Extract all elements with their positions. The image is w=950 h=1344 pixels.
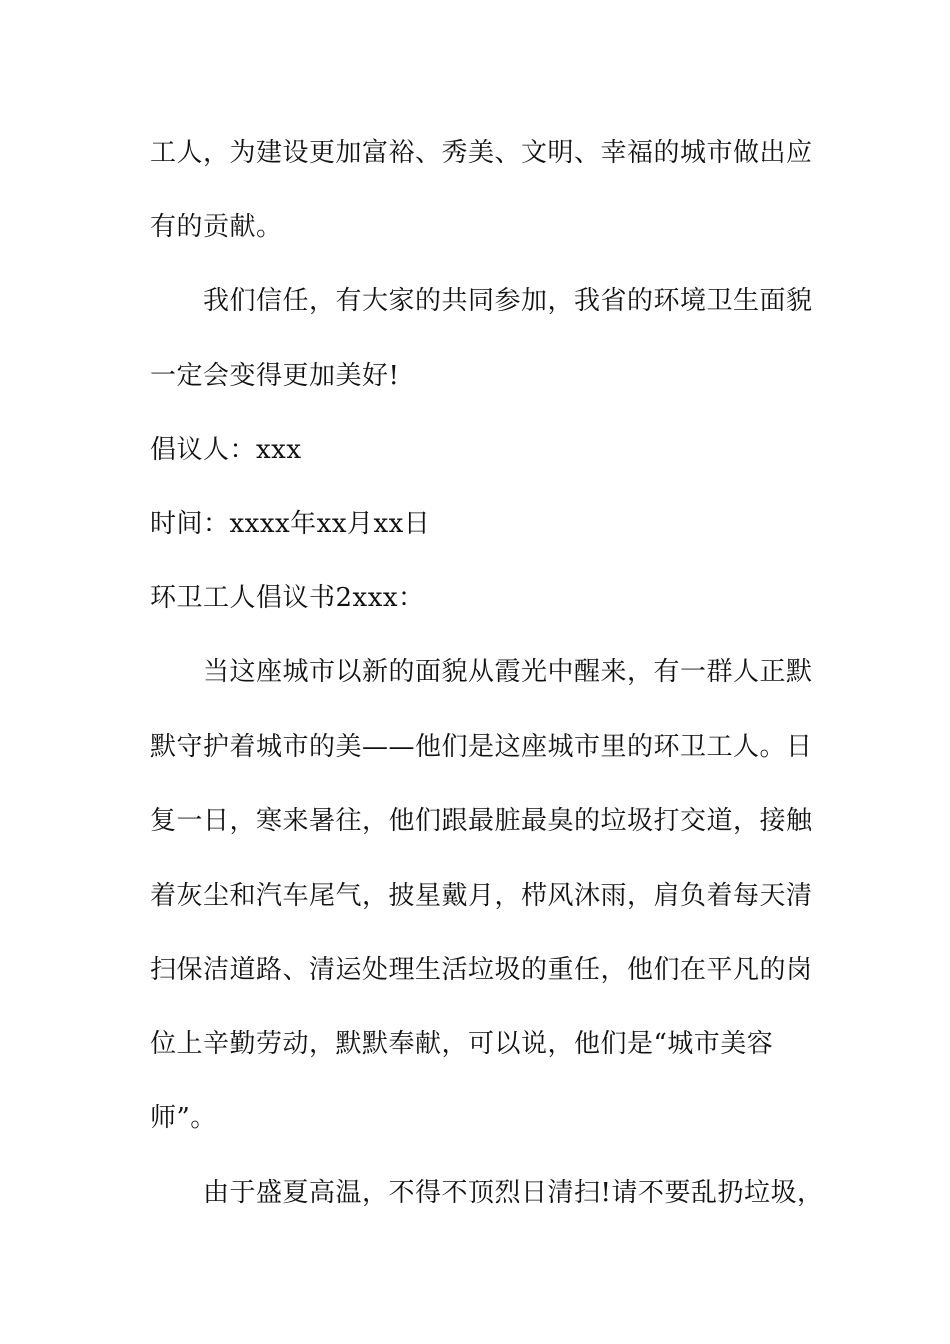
paragraph-start-line: 由于盛夏高温，不得不顶烈日清扫!请不要乱扔垃圾，	[203, 1178, 824, 1208]
text-line: 位上辛勤劳动，默默奉献，可以说，他们是“城市美容	[150, 1029, 774, 1059]
text-line: 复一日，寒来暑往，他们跟最脏最臭的垃圾打交道，接触	[150, 806, 813, 836]
paragraph-start-line: 我们信任，有大家的共同参加，我省的环境卫生面貌	[203, 286, 813, 316]
text-line: 默守护着城市的美——他们是这座城市里的环卫工人。日	[150, 732, 813, 762]
text-line: 工人，为建设更加富裕、秀美、文明、幸福的城市做出应	[150, 138, 813, 168]
text-line: 着灰尘和汽车尾气，披星戴月，栉风沐雨，肩负着每天清	[150, 881, 813, 911]
text-line: 扫保洁道路、清运处理生活垃圾的重任，他们在平凡的岗	[150, 955, 813, 985]
signatory-line: 倡议人：xxx	[150, 435, 302, 465]
text-line: 一定会变得更加美好!	[150, 361, 400, 391]
text-line: 有的贡献。	[150, 212, 283, 242]
text-line: 师”。	[150, 1103, 217, 1133]
section-heading: 环卫工人倡议书2xxx：	[150, 583, 425, 613]
paragraph-start-line: 当这座城市以新的面貌从霞光中醒来，有一群人正默	[203, 657, 813, 687]
date-line: 时间：xxxx年xx月xx日	[150, 509, 431, 539]
